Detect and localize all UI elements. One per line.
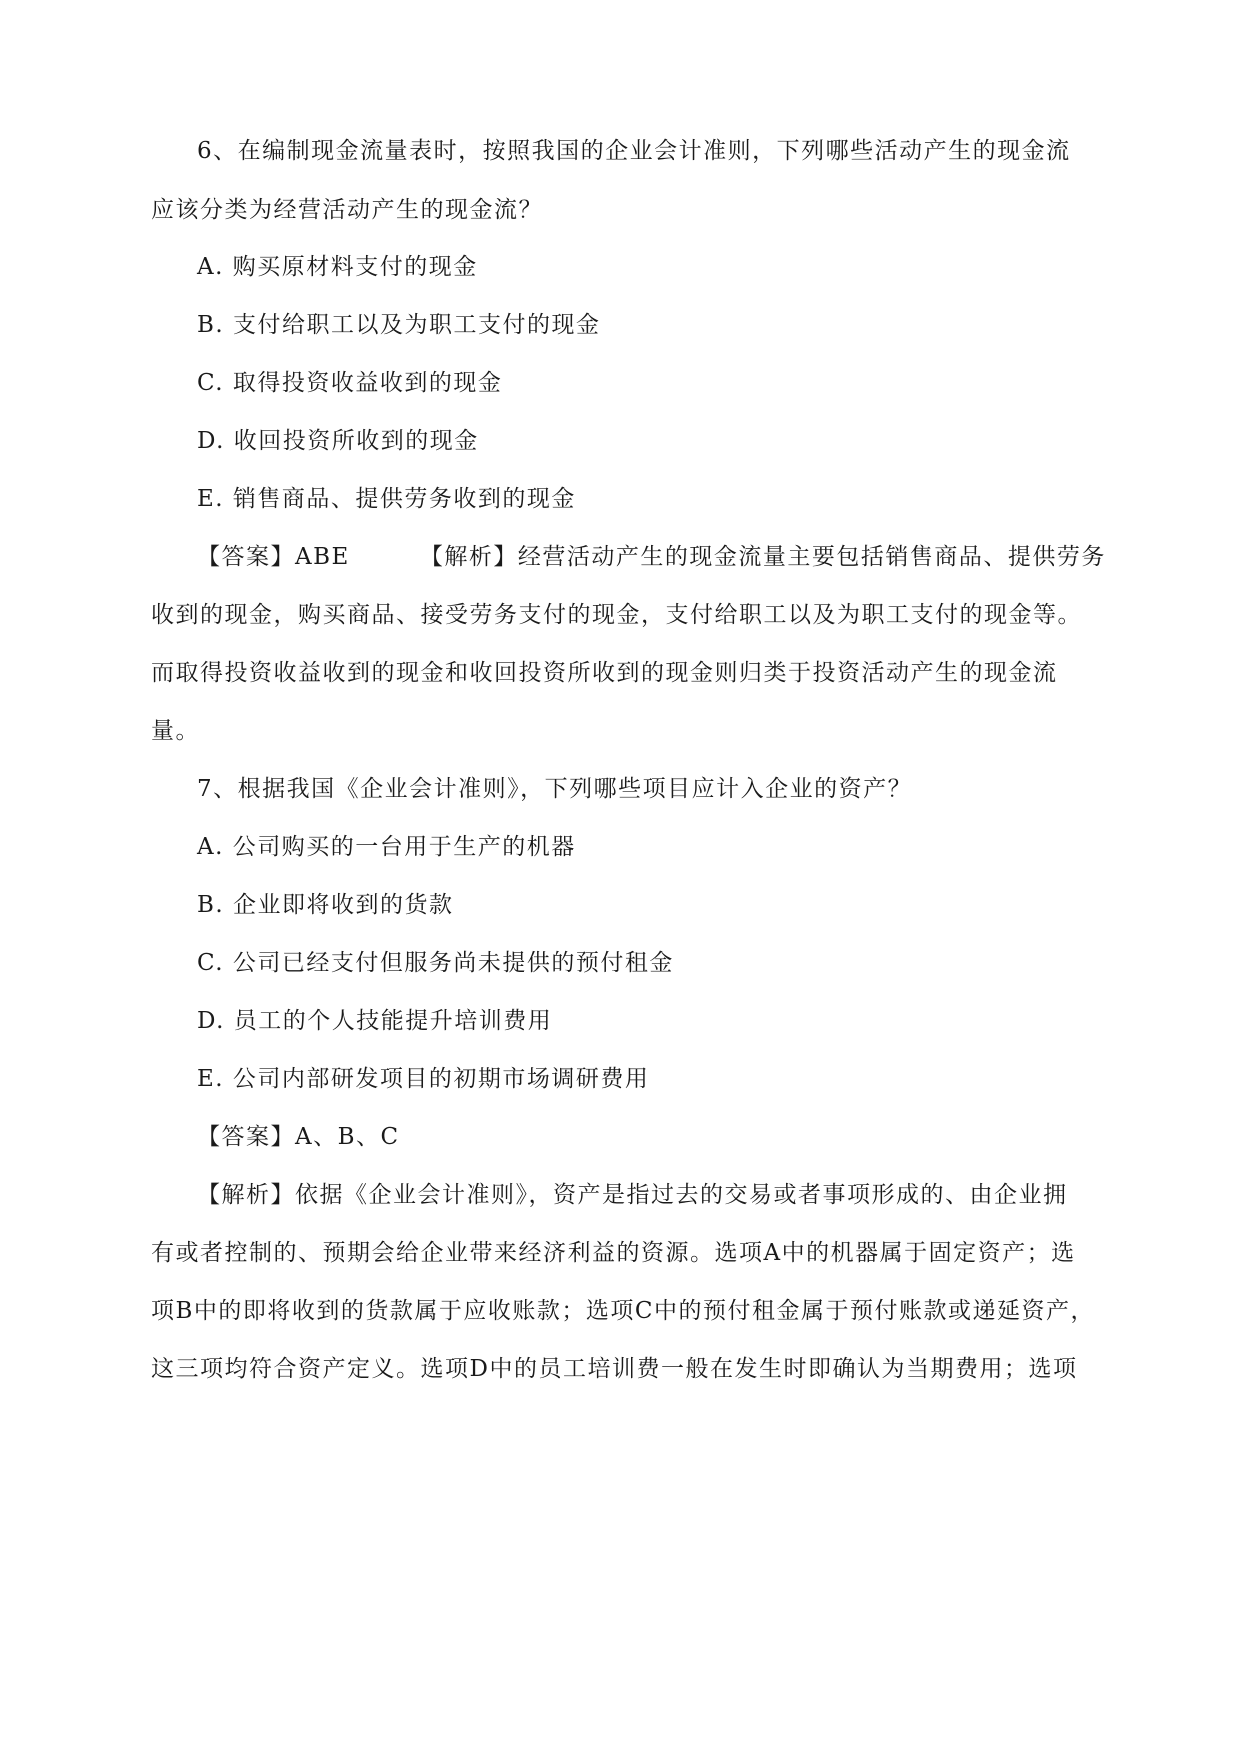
q7-option-d: D. 员工的个人技能提升培训费用 [197, 1008, 553, 1034]
q6-analysis-line-4: 量。 [151, 718, 200, 744]
q6-analysis-line-1: 【解析】经营活动产生的现金流量主要包括销售商品、提供劳务 [419, 544, 1106, 570]
q7-option-b: B. 企业即将收到的货款 [197, 892, 454, 918]
q6-stem-line-2: 应该分类为经营活动产生的现金流？ [151, 197, 543, 223]
q6-option-d: D. 收回投资所收到的现金 [197, 428, 479, 454]
q6-option-e: E. 销售商品、提供劳务收到的现金 [197, 486, 576, 512]
q6-answer: 【答案】ABE [197, 544, 350, 570]
q7-option-c: C. 公司已经支付但服务尚未提供的预付租金 [197, 950, 674, 976]
q6-option-a: A. 购买原材料支付的现金 [197, 254, 478, 280]
q6-option-c: C. 取得投资收益收到的现金 [197, 370, 503, 396]
q7-analysis-line-2: 有或者控制的、预期会给企业带来经济利益的资源。选项A中的机器属于固定资产；选 [151, 1240, 1076, 1266]
q7-analysis-line-1: 【解析】依据《企业会计准则》，资产是指过去的交易或者事项形成的、由企业拥 [197, 1182, 1068, 1208]
q7-analysis-line-3: 项B中的即将收到的货款属于应收账款；选项C中的预付租金属于预付账款或递延资产， [151, 1298, 1095, 1324]
q6-analysis-line-2: 收到的现金，购买商品、接受劳务支付的现金，支付给职工以及为职工支付的现金等。 [151, 602, 1082, 628]
q7-answer: 【答案】A、B、C [197, 1124, 400, 1150]
q6-option-b: B. 支付给职工以及为职工支付的现金 [197, 312, 601, 338]
q6-answer-analysis-line-1 [197, 542, 1137, 572]
q7-stem: 7、根据我国《企业会计准则》，下列哪些项目应计入企业的资产？ [197, 776, 913, 802]
q6-stem-line-1: 6、在编制现金流量表时，按照我国的企业会计准则，下列哪些活动产生的现金流 [197, 138, 1071, 164]
q7-option-e: E. 公司内部研发项目的初期市场调研费用 [197, 1066, 650, 1092]
q7-option-a: A. 公司购买的一台用于生产的机器 [197, 834, 576, 860]
q6-analysis-line-3: 而取得投资收益收到的现金和收回投资所收到的现金则归类于投资活动产生的现金流 [151, 660, 1058, 686]
q7-analysis-line-4: 这三项均符合资产定义。选项D中的员工培训费一般在发生时即确认为当期费用；选项 [151, 1356, 1078, 1382]
